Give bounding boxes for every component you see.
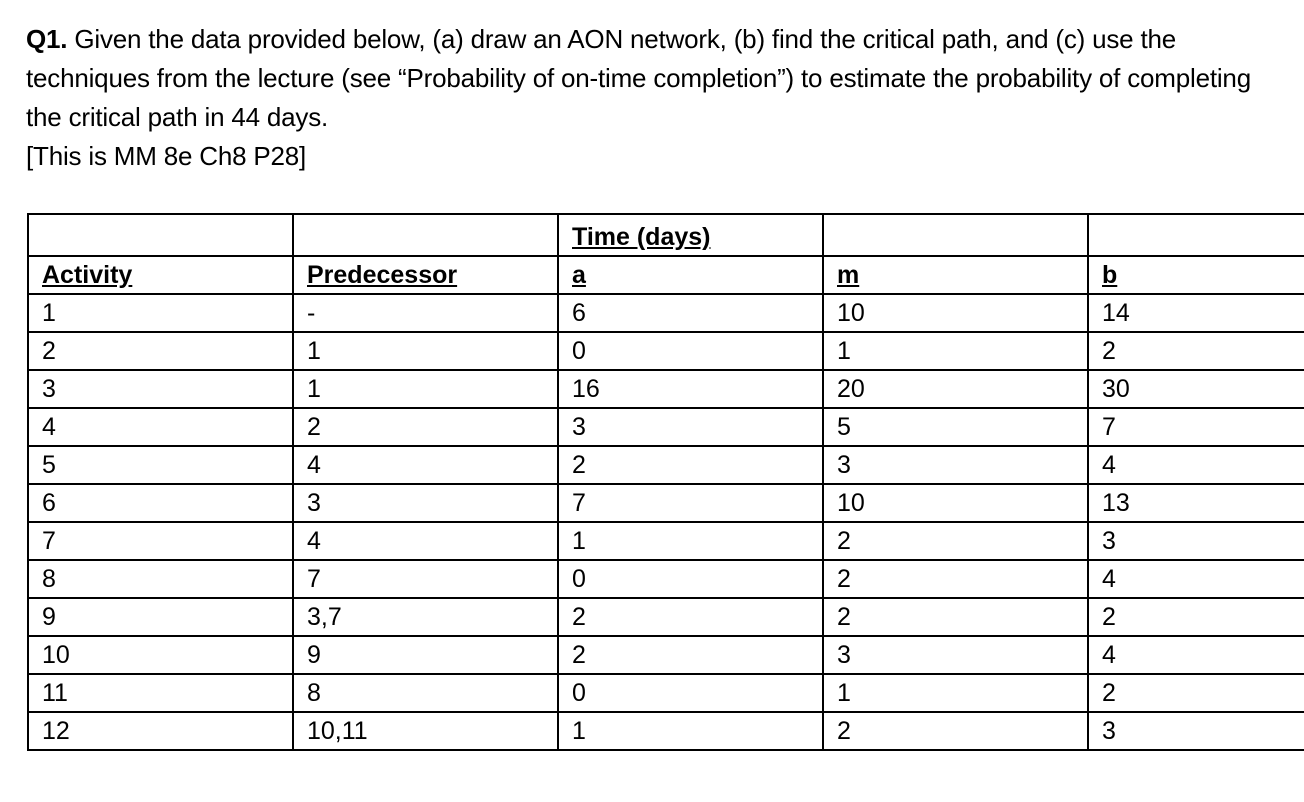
activity-cell: 10: [28, 636, 293, 674]
b-cell: 2: [1088, 332, 1304, 370]
predecessor-cell: 3,7: [293, 598, 558, 636]
activity-cell: 9: [28, 598, 293, 636]
m-header: m: [823, 256, 1088, 294]
a-cell: 2: [558, 598, 823, 636]
empty-header-cell: [28, 214, 293, 256]
m-cell: 10: [823, 294, 1088, 332]
activity-table: [27, 213, 1304, 751]
activity-cell: 12: [28, 712, 293, 750]
table-row: [28, 332, 1304, 370]
b-cell: 2: [1088, 674, 1304, 712]
question-body: Given the data provided below, (a) draw an AON network, (b) find the critical path, and (c) use the techniques from the lecture (see “Probability of on-time completion”) to estimate the probability of completing the critical path in 44 days.: [26, 24, 1251, 132]
table-row: [28, 636, 1304, 674]
group-header-row: [28, 214, 1304, 256]
table-row: [28, 446, 1304, 484]
predecessor-cell: 10,11: [293, 712, 558, 750]
m-cell: 2: [823, 598, 1088, 636]
b-cell: 3: [1088, 522, 1304, 560]
activity-cell: 4: [28, 408, 293, 446]
activity-header: Activity: [28, 256, 293, 294]
activity-cell: 3: [28, 370, 293, 408]
a-cell: 7: [558, 484, 823, 522]
table-row: [28, 522, 1304, 560]
table-row: [28, 712, 1304, 750]
predecessor-cell: 8: [293, 674, 558, 712]
question-block: [26, 20, 1286, 176]
a-cell: 0: [558, 560, 823, 598]
activity-cell: 5: [28, 446, 293, 484]
question-text: [26, 20, 1286, 137]
b-header: b: [1088, 256, 1304, 294]
question-number: Q1.: [26, 24, 68, 54]
b-cell: 13: [1088, 484, 1304, 522]
predecessor-cell: 9: [293, 636, 558, 674]
table-row: [28, 598, 1304, 636]
a-cell: 2: [558, 636, 823, 674]
predecessor-cell: 7: [293, 560, 558, 598]
b-cell: 14: [1088, 294, 1304, 332]
column-header-row: [28, 256, 1304, 294]
m-cell: 3: [823, 636, 1088, 674]
m-cell: 3: [823, 446, 1088, 484]
m-cell: 10: [823, 484, 1088, 522]
table-row: [28, 674, 1304, 712]
table-row: [28, 294, 1304, 332]
b-cell: 4: [1088, 560, 1304, 598]
a-cell: 1: [558, 522, 823, 560]
table-row: [28, 370, 1304, 408]
m-cell: 2: [823, 560, 1088, 598]
table-row: [28, 484, 1304, 522]
activity-cell: 8: [28, 560, 293, 598]
activity-cell: 6: [28, 484, 293, 522]
predecessor-cell: -: [293, 294, 558, 332]
a-cell: 3: [558, 408, 823, 446]
m-cell: 2: [823, 712, 1088, 750]
predecessor-cell: 4: [293, 522, 558, 560]
m-cell: 1: [823, 332, 1088, 370]
a-cell: 6: [558, 294, 823, 332]
activity-cell: 2: [28, 332, 293, 370]
a-cell: 0: [558, 674, 823, 712]
time-days-header: Time (days): [558, 214, 823, 256]
empty-header-cell: [293, 214, 558, 256]
b-cell: 2: [1088, 598, 1304, 636]
table-row: [28, 560, 1304, 598]
a-cell: 16: [558, 370, 823, 408]
predecessor-header: Predecessor: [293, 256, 558, 294]
m-cell: 5: [823, 408, 1088, 446]
a-cell: 1: [558, 712, 823, 750]
predecessor-cell: 2: [293, 408, 558, 446]
question-reference: [This is MM 8e Ch8 P28]: [26, 141, 307, 171]
b-cell: 30: [1088, 370, 1304, 408]
empty-header-cell: [1088, 214, 1304, 256]
activity-cell: 7: [28, 522, 293, 560]
predecessor-cell: 4: [293, 446, 558, 484]
a-cell: 2: [558, 446, 823, 484]
m-cell: 20: [823, 370, 1088, 408]
b-cell: 4: [1088, 446, 1304, 484]
empty-header-cell: [823, 214, 1088, 256]
a-cell: 0: [558, 332, 823, 370]
predecessor-cell: 1: [293, 332, 558, 370]
m-cell: 1: [823, 674, 1088, 712]
table-row: [28, 408, 1304, 446]
b-cell: 7: [1088, 408, 1304, 446]
activity-cell: 1: [28, 294, 293, 332]
predecessor-cell: 3: [293, 484, 558, 522]
b-cell: 4: [1088, 636, 1304, 674]
predecessor-cell: 1: [293, 370, 558, 408]
m-cell: 2: [823, 522, 1088, 560]
b-cell: 3: [1088, 712, 1304, 750]
a-header: a: [558, 256, 823, 294]
activity-cell: 11: [28, 674, 293, 712]
